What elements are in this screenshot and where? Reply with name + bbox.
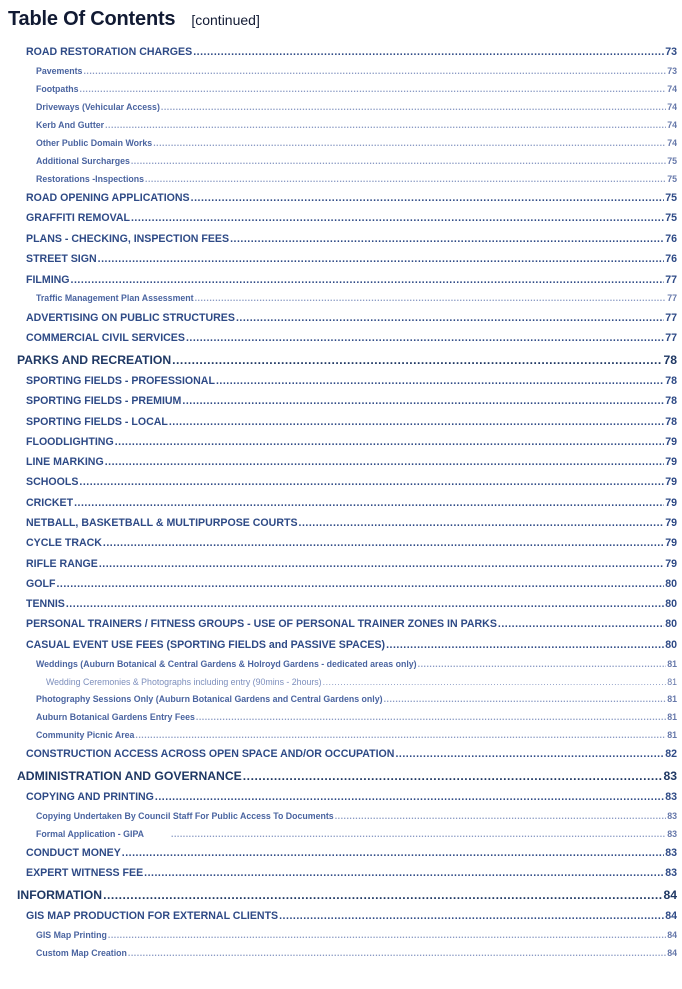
toc-entry-page: 83 <box>667 829 677 839</box>
toc-entry-page: 81 <box>667 694 677 704</box>
toc-entry-page: 83 <box>663 769 677 783</box>
toc-entry-page: 75 <box>665 192 677 204</box>
toc-entry[interactable] <box>26 190 677 204</box>
toc-entry-page: 74 <box>667 84 677 94</box>
toc-entry-page: 78 <box>663 353 677 367</box>
toc-entry-page: 80 <box>665 578 677 590</box>
toc-entry[interactable] <box>26 908 677 922</box>
toc-entry-page: 79 <box>665 558 677 570</box>
dot-leader <box>122 847 664 859</box>
page-header <box>8 8 260 31</box>
toc-entry[interactable] <box>26 474 677 488</box>
toc-entry-title: CONDUCT MONEY <box>26 847 121 859</box>
toc-entry-page: 81 <box>667 730 677 740</box>
toc-entry-page: 79 <box>665 537 677 549</box>
toc-entry-title: GRAFFITI REMOVAL <box>26 212 130 224</box>
toc-entry[interactable] <box>36 657 677 669</box>
toc-entry-title: GIS Map Printing <box>36 930 107 940</box>
toc-entry[interactable] <box>36 728 677 740</box>
dot-leader <box>105 120 666 130</box>
toc-entry-title: INFORMATION <box>17 888 103 902</box>
toc-entry[interactable] <box>26 373 677 387</box>
toc-entry-page: 84 <box>663 888 677 902</box>
dot-leader <box>83 66 666 76</box>
toc-entry[interactable] <box>36 118 677 130</box>
toc-entry[interactable] <box>26 576 677 590</box>
dot-leader <box>335 811 667 821</box>
dot-leader <box>498 618 664 630</box>
toc-entry-page: 81 <box>667 712 677 722</box>
toc-entry[interactable] <box>36 100 677 112</box>
toc-entry[interactable] <box>26 272 677 286</box>
toc-entry-title: Pavements <box>36 66 83 76</box>
toc-entry[interactable] <box>26 330 677 344</box>
toc-entry-title: STREET SIGN <box>26 253 97 265</box>
dot-leader <box>103 537 664 549</box>
toc-entry-title: PARKS AND RECREATION <box>17 353 172 367</box>
dot-leader <box>74 497 664 509</box>
toc-entry-page: 84 <box>665 910 677 922</box>
toc-entry-title: Other Public Domain Works <box>36 138 153 148</box>
toc-entry-page: 81 <box>667 659 677 669</box>
toc-entry[interactable] <box>36 928 677 940</box>
toc-entry-page: 84 <box>667 930 677 940</box>
dot-leader <box>105 456 665 468</box>
toc-entry[interactable] <box>26 310 677 324</box>
dot-leader <box>115 436 665 448</box>
toc-entry-title: SPORTING FIELDS - PREMIUM <box>26 395 182 407</box>
toc-entry[interactable] <box>36 692 677 704</box>
toc-entry-title: Custom Map Creation <box>36 948 127 958</box>
toc-entry-title: SPORTING FIELDS - LOCAL <box>26 416 168 428</box>
toc-entry-page: 77 <box>665 332 677 344</box>
dot-leader <box>384 694 667 704</box>
toc-entry-title: GOLF <box>26 578 56 590</box>
dot-leader <box>98 253 665 265</box>
toc-entry-page: 75 <box>667 174 677 184</box>
toc-entry[interactable] <box>26 865 677 879</box>
toc-entry[interactable] <box>26 454 677 468</box>
toc-entry-page: 77 <box>667 293 677 303</box>
toc-entry-title: GIS MAP PRODUCTION FOR EXTERNAL CLIENTS <box>26 910 279 922</box>
dot-leader <box>131 156 666 166</box>
dot-leader <box>71 274 665 286</box>
dot-leader <box>195 293 667 303</box>
toc-entry-title: CRICKET <box>26 497 74 509</box>
toc-entry-page: 78 <box>665 375 677 387</box>
toc-entry-page: 76 <box>665 233 677 245</box>
toc-entry-page: 83 <box>665 867 677 879</box>
toc-entry[interactable] <box>26 845 677 859</box>
toc-entry[interactable] <box>26 789 677 803</box>
toc-entry-title: Footpaths <box>36 84 79 94</box>
toc-entry-title: LINE MARKING <box>26 456 104 468</box>
toc-entry[interactable] <box>26 251 677 265</box>
toc-entry-title: Auburn Botanical Gardens Entry Fees <box>36 712 195 722</box>
toc-entry-title: COMMERCIAL CIVIL SERVICES <box>26 332 185 344</box>
dot-leader <box>161 102 666 112</box>
toc-entry-page: 77 <box>665 312 677 324</box>
toc-entry-page: 74 <box>667 138 677 148</box>
toc-entry-page: 78 <box>665 416 677 428</box>
page-subtitle: [continued] <box>191 12 260 28</box>
toc-entry-page: 83 <box>667 811 677 821</box>
dot-leader <box>196 712 666 722</box>
toc-entry[interactable] <box>26 434 677 448</box>
toc-entry-title: Restorations -Inspections <box>36 174 145 184</box>
toc-entry-title: SPORTING FIELDS - PROFESSIONAL <box>26 375 215 387</box>
toc-entry-page: 74 <box>667 120 677 130</box>
toc-entry[interactable] <box>36 946 677 958</box>
dot-leader <box>145 174 666 184</box>
toc-entry-page: 83 <box>665 847 677 859</box>
toc-entry-page: 79 <box>665 517 677 529</box>
dot-leader <box>418 659 667 669</box>
toc-entry-page: 79 <box>665 497 677 509</box>
toc-entry[interactable] <box>36 136 677 148</box>
toc-entry-page: 84 <box>667 948 677 958</box>
toc-entry-page: 83 <box>665 791 677 803</box>
toc-entry-title: RIFLE RANGE <box>26 558 98 570</box>
toc-entry-page: 80 <box>665 618 677 630</box>
dot-leader <box>191 192 665 204</box>
toc-entry-title: Formal Application - GIPA <box>36 829 145 839</box>
toc-entry[interactable] <box>26 515 677 529</box>
dot-leader <box>103 888 662 902</box>
dot-leader <box>144 867 664 879</box>
dot-leader <box>182 395 664 407</box>
toc-entry-page: 76 <box>665 253 677 265</box>
toc-entry-title: PERSONAL TRAINERS / FITNESS GROUPS - USE OF PERSONAL TRAINER ZONES IN PARKS <box>26 618 497 630</box>
toc-entry-page: 79 <box>665 456 677 468</box>
page-title: Table Of Contents <box>8 8 176 30</box>
toc-entry-title: Wedding Ceremonies & Photographs including entry (90mins - 2hours) <box>46 677 322 687</box>
toc-entry-page: 79 <box>665 476 677 488</box>
toc-entry-title: FILMING <box>26 274 70 286</box>
toc-entry-title: EXPERT WITNESS FEE <box>26 867 144 879</box>
toc-entry-title: FLOODLIGHTING <box>26 436 114 448</box>
toc-entry-title: Photography Sessions Only (Auburn Botanical Gardens and Central Gardens only) <box>36 694 383 704</box>
toc-entry-page: 75 <box>667 156 677 166</box>
toc-entry[interactable] <box>26 210 677 224</box>
toc-entry-page: 81 <box>667 677 677 687</box>
toc-entry[interactable] <box>17 886 677 902</box>
toc-entry[interactable] <box>26 616 677 630</box>
toc-entry[interactable] <box>36 154 677 166</box>
dot-leader <box>186 332 664 344</box>
toc-entry-title: CONSTRUCTION ACCESS ACROSS OPEN SPACE AND/OR OCCUPATION <box>26 748 395 760</box>
toc-entry-page: 74 <box>667 102 677 112</box>
toc-entry[interactable] <box>26 637 677 651</box>
dot-leader <box>99 558 664 570</box>
toc-entry[interactable] <box>26 596 677 610</box>
toc-entry-title: ROAD RESTORATION CHARGES <box>26 46 193 58</box>
dot-leader <box>395 748 664 760</box>
toc-entry-page: 78 <box>665 395 677 407</box>
dot-leader <box>243 769 663 783</box>
toc-entry-title: CASUAL EVENT USE FEES (SPORTING FIELDS and PASSIVE SPACES) <box>26 639 386 651</box>
dot-leader <box>80 84 667 94</box>
toc-entry-title: CYCLE TRACK <box>26 537 102 549</box>
toc-entry-title: Weddings (Auburn Botanical & Central Gardens & Holroyd Gardens - dedicated areas only) <box>36 659 417 669</box>
toc-entry-title: Copying Undertaken By Council Staff For Public Access To Documents <box>36 811 334 821</box>
toc-entry[interactable] <box>26 495 677 509</box>
dot-leader <box>386 639 664 651</box>
toc-entry[interactable] <box>36 82 677 94</box>
dot-leader <box>66 598 664 610</box>
toc-entry-page: 80 <box>665 598 677 610</box>
toc-entry-title: Traffic Management Plan Assessment <box>36 293 194 303</box>
toc-entry-title: ADMINISTRATION AND GOVERNANCE <box>17 769 242 783</box>
dot-leader <box>135 730 666 740</box>
toc-entry-title: COPYING AND PRINTING <box>26 791 154 803</box>
dot-leader <box>172 353 662 367</box>
toc-entry-page: 77 <box>665 274 677 286</box>
toc-entry-page: 75 <box>665 212 677 224</box>
dot-leader <box>299 517 665 529</box>
dot-leader <box>155 791 664 803</box>
toc-entry-page: 73 <box>665 46 677 58</box>
toc-entry[interactable] <box>26 231 677 245</box>
dot-leader <box>216 375 664 387</box>
dot-leader <box>79 476 664 488</box>
toc-entry[interactable] <box>36 827 677 839</box>
toc-entry[interactable] <box>46 675 677 687</box>
toc-entry[interactable] <box>26 746 677 760</box>
dot-leader <box>153 138 666 148</box>
toc-entry[interactable] <box>17 767 677 783</box>
toc-entry-title: Additional Surcharges <box>36 156 130 166</box>
toc-entry-page: 73 <box>667 66 677 76</box>
toc-entry-title: Community Picnic Area <box>36 730 135 740</box>
toc-entry[interactable] <box>26 393 677 407</box>
dot-leader <box>131 212 664 224</box>
toc-entry-title: PLANS - CHECKING, INSPECTION FEES <box>26 233 230 245</box>
dot-leader <box>323 677 667 687</box>
toc-entry[interactable] <box>26 535 677 549</box>
toc-entry[interactable] <box>36 172 677 184</box>
dot-leader <box>193 46 664 58</box>
toc-entry-page: 79 <box>665 436 677 448</box>
dot-leader <box>169 416 664 428</box>
toc-entry-title: Kerb And Gutter <box>36 120 105 130</box>
toc-entry-title: TENNIS <box>26 598 65 610</box>
toc-entry[interactable] <box>17 351 677 367</box>
toc-entry[interactable] <box>36 64 677 76</box>
toc-entry-page: 80 <box>665 639 677 651</box>
toc-entry-title: ROAD OPENING APPLICATIONS <box>26 192 190 204</box>
dot-leader <box>171 829 666 839</box>
dot-leader <box>236 312 664 324</box>
dot-leader <box>128 948 666 958</box>
toc-entry[interactable] <box>26 556 677 570</box>
dot-leader <box>56 578 664 590</box>
toc-entry-title: ADVERTISING ON PUBLIC STRUCTURES <box>26 312 235 324</box>
dot-leader <box>230 233 664 245</box>
toc-entry-title: NETBALL, BASKETBALL & MULTIPURPOSE COURTS <box>26 517 298 529</box>
toc-entry-page: 82 <box>665 748 677 760</box>
toc-entry[interactable] <box>26 414 677 428</box>
toc-entry[interactable] <box>36 710 677 722</box>
toc-entry-title: SCHOOLS <box>26 476 79 488</box>
toc-entry-title: Driveways (Vehicular Access) <box>36 102 160 112</box>
dot-leader <box>108 930 666 940</box>
toc-entry[interactable] <box>36 291 677 303</box>
dot-leader <box>279 910 664 922</box>
toc-entry[interactable] <box>36 809 677 821</box>
toc-entry[interactable] <box>26 44 677 58</box>
